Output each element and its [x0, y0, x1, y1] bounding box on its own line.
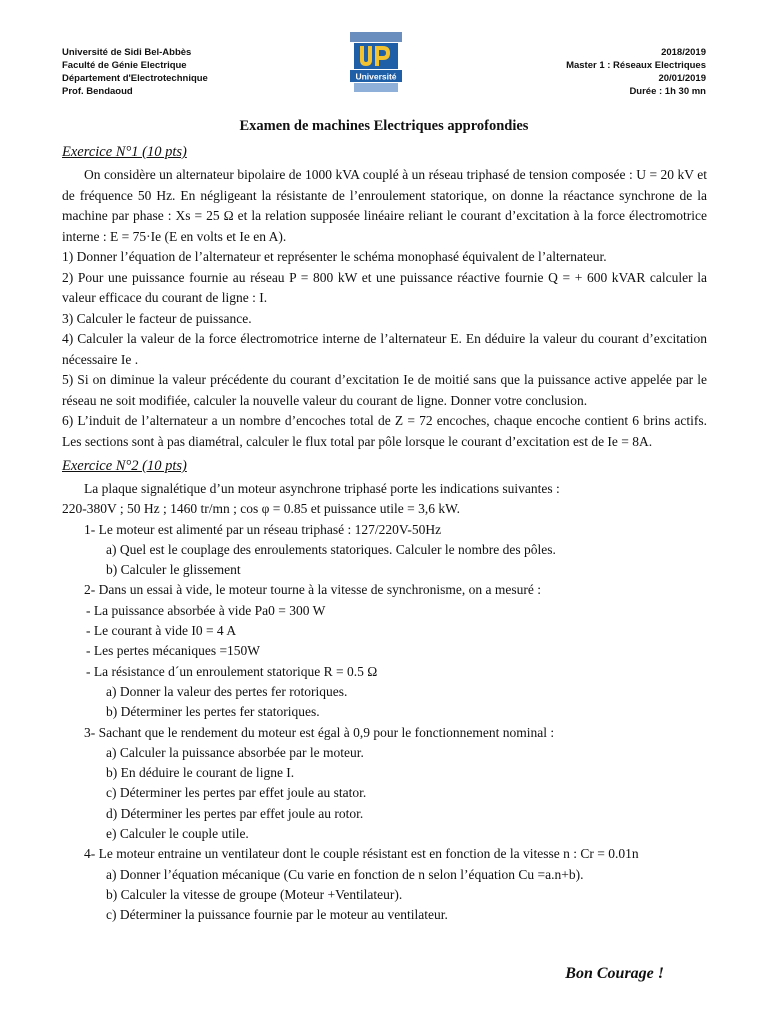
exercise1-question: 3) Calculer le facteur de puissance.	[62, 310, 252, 326]
exercise2-measurement: - La puissance absorbée à vide Pa0 = 300 W	[86, 602, 326, 618]
exercise2-subquestion: e) Calculer le couple utile.	[106, 826, 249, 842]
program-name: Master 1 : Réseaux Electriques	[566, 60, 706, 71]
exam-date: 20/01/2019	[658, 73, 706, 84]
exercise2-subquestion: d) Déterminer les pertes par effet joule au rotor.	[106, 805, 364, 821]
exercise2-measurement: - Les pertes mécaniques =150W	[86, 643, 261, 659]
university-name: Université de Sidi Bel-Abbès	[62, 47, 192, 58]
department-name: Département d'Electrotechnique	[62, 73, 208, 84]
exercise2-subquestion: a) Quel est le couplage des enroulements statoriques. Calculer le nombre des pôles.	[106, 541, 556, 557]
exam-title: Examen de machines Electriques approfondies	[239, 118, 529, 134]
header-right	[566, 46, 706, 98]
exercise2-subquestion: b) Calculer le glissement	[106, 562, 241, 578]
exercise1-title: Exercice N°1 (10 pts)	[62, 144, 187, 160]
exercise2-part: 4- Le moteur entraine un ventilateur dont le couple résistant est en fonction de la vitesse n : Cr = 0.01n	[84, 846, 639, 862]
exam-duration: Durée : 1h 30 mn	[629, 86, 706, 97]
exercise1-intro: On considère un alternateur bipolaire de 1000 kVA couplé à un réseau triphasé de tension composée : U = 20 kV et de fréquence 50 Hz. En négligeant la résistante de l’enroulement statorique, on donne la réactance synchrone de la machine par phase : Xs = 25 Ω et la relation supposée linéaire reliant le courant d’excitation à la force électromotrice interne : E = 75·Ie (E en volts et Ie en A).	[62, 167, 707, 244]
exercise2-title: Exercice N°2 (10 pts)	[62, 458, 187, 474]
exam-body	[62, 144, 707, 926]
exercise1-question: 4) Calculer la valeur de la force électromotrice interne de l’alternateur E. En déduire la valeur du courant d’excitation nécessaire Ie .	[62, 331, 707, 367]
exercise2-part: 2- Dans un essai à vide, le moteur tourne à la vitesse de synchronisme, on a mesuré :	[84, 582, 541, 598]
professor-name: Prof. Bendaoud	[62, 86, 133, 97]
exercise2-part: 3- Sachant que le rendement du moteur est égal à 0,9 pour le fonctionnement nominal :	[84, 724, 555, 740]
exercise2-subquestion: c) Déterminer la puissance fournie par le moteur au ventilateur.	[106, 907, 448, 923]
logo-text: Université	[355, 71, 397, 82]
exercise2-specs: 220-380V ; 50 Hz ; 1460 tr/mn ; cos φ = 0.85 et puissance utile = 3,6 kW.	[62, 501, 460, 517]
exercise2-subquestion: b) Calculer la vitesse de groupe (Moteur +Ventilateur).	[106, 886, 403, 902]
exercise2-subquestion: a) Donner la valeur des pertes fer rotoriques.	[106, 683, 348, 699]
closing-message: Bon Courage !	[565, 965, 664, 982]
exercise2-part: 1- Le moteur est alimenté par un réseau triphasé : 127/220V-50Hz	[84, 521, 442, 537]
exercise2-subquestion: a) Calculer la puissance absorbée par le moteur.	[106, 744, 364, 760]
exercise2-subquestion: b) En déduire le courant de ligne I.	[106, 765, 295, 781]
exercise1-question: 5) Si on diminue la valeur précédente du courant d’excitation Ie de moitié sans que la puissance active appelée par le réseau ne soit modifiée, calculer la nouvelle valeur du courant de ligne. Donner votre conclusion.	[62, 372, 707, 408]
exercise2-subquestion: a) Donner l’équation mécanique (Cu varie en fonction de n selon l’équation Cu =a.n+b).	[106, 866, 584, 882]
exercise2-subquestion: b) Déterminer les pertes fer statoriques.	[106, 704, 320, 720]
exercise2-measurement: - La résistance d´un enroulement statorique R = 0.5 Ω	[86, 663, 378, 679]
exercise2-intro: La plaque signalétique d’un moteur asynchrone triphasé porte les indications suivantes :	[84, 481, 560, 496]
exercise2-subquestion: c) Déterminer les pertes par effet joule au stator.	[106, 785, 367, 801]
exercise1-question: 1) Donner l’équation de l’alternateur et représenter le schéma monophasé équivalent de l’alternateur.	[62, 249, 607, 264]
exercise1-question: 2) Pour une puissance fournie au réseau P = 800 kW et une puissance réactive fournie Q = + 600 kVAR calculer la valeur efficace du courant de ligne : I.	[62, 269, 707, 305]
faculty-name: Faculté de Génie Electrique	[62, 60, 187, 71]
exercise2-measurement: - Le courant à vide I0 = 4 A	[86, 623, 237, 639]
header-left	[62, 46, 208, 98]
exercise1-question: 6) L’induit de l’alternateur a un nombre d’encoches total de Z = 72 encoches, chaque encoche contient 6 brins actifs. Les sections sont à pas diamétral, calculer le flux total par pôle lorsque le courant d’excitation est de Ie = 8A.	[62, 413, 707, 449]
academic-year: 2018/2019	[661, 47, 706, 58]
university-logo-icon	[344, 30, 408, 94]
